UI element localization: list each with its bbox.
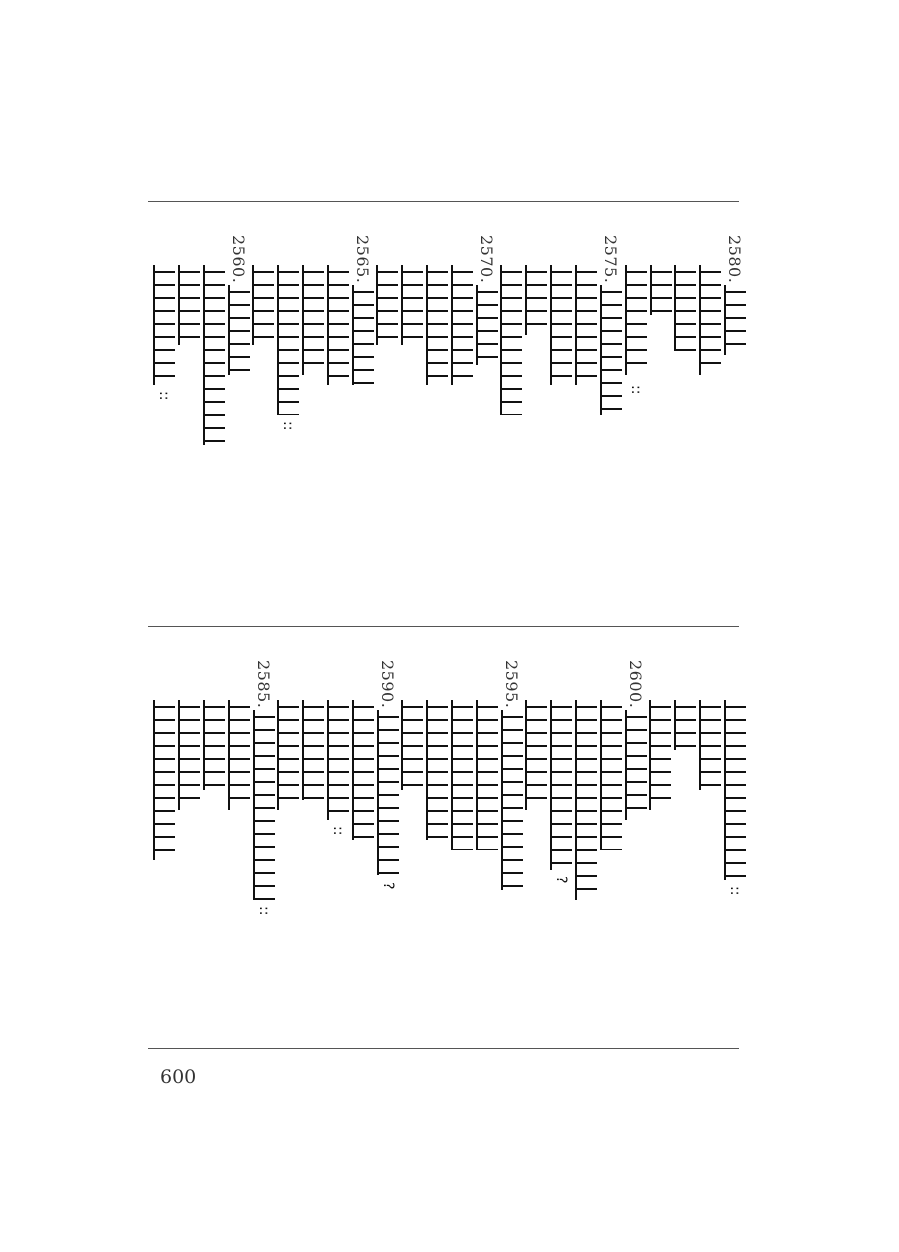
verse-column (374, 660, 400, 1010)
verse-column (721, 660, 747, 1010)
verse-column (324, 235, 350, 545)
verse-column (597, 660, 623, 1010)
mongolian-script-line (426, 265, 448, 385)
verse-number-2580: 2580. (725, 235, 744, 284)
end-mark: :: (727, 886, 743, 896)
verse-column (572, 235, 598, 545)
verse-column (696, 660, 722, 1010)
mongolian-script-line (575, 700, 597, 900)
mongolian-script-line (178, 700, 200, 810)
mongolian-script-line (699, 700, 721, 790)
mongolian-script-line (252, 265, 274, 345)
verse-number-2575: 2575. (601, 235, 620, 284)
verse-column (200, 660, 226, 1010)
verse-column (696, 235, 722, 545)
verse-column (721, 235, 747, 545)
mongolian-script-line (625, 265, 647, 375)
verse-column (299, 660, 325, 1010)
mongolian-script-line (401, 265, 423, 345)
mongolian-script-line (327, 700, 349, 820)
bottom-divider (148, 1048, 739, 1049)
upper-text-block (148, 235, 744, 545)
top-divider (148, 201, 739, 202)
mongolian-script-line (277, 265, 299, 415)
verse-column (324, 660, 350, 1010)
verse-column (200, 235, 226, 545)
mongolian-script-line (550, 700, 572, 870)
verse-column (622, 235, 648, 545)
mongolian-script-line (302, 265, 324, 375)
verse-column (647, 235, 673, 545)
mongolian-script-line (501, 710, 523, 890)
verse-column (622, 660, 648, 1010)
mongolian-script-line (203, 265, 225, 445)
mongolian-script-line (674, 700, 696, 750)
verse-column (398, 235, 424, 545)
verse-column (423, 235, 449, 545)
mongolian-script-line (649, 700, 671, 810)
verse-column (175, 660, 201, 1010)
mongolian-script-line (376, 265, 398, 345)
mongolian-script-line (674, 265, 696, 351)
verse-number-2565: 2565. (353, 235, 372, 284)
verse-number-2585: 2585. (254, 660, 273, 709)
verse-number-2590: 2590. (378, 660, 397, 709)
question-mark: ? (553, 876, 569, 884)
question-mark: ? (380, 882, 396, 890)
mongolian-script-line (724, 285, 746, 355)
verse-column (547, 660, 573, 1010)
mongolian-script-line (277, 700, 299, 810)
mongolian-script-line (228, 285, 250, 375)
mongolian-script-line (327, 265, 349, 385)
verse-column (299, 235, 325, 545)
mongolian-script-line (352, 285, 374, 385)
mongolian-script-line (550, 265, 572, 385)
verse-column (497, 235, 523, 545)
verse-column (448, 235, 474, 545)
end-mark: :: (628, 385, 644, 395)
mongolian-script-line (178, 265, 200, 345)
mongolian-script-line (476, 700, 498, 850)
verse-column (448, 660, 474, 1010)
mongolian-script-line (600, 285, 622, 415)
mongolian-script-line (600, 700, 622, 850)
mongolian-script-line (153, 700, 175, 860)
verse-column (225, 660, 251, 1010)
verse-column (522, 235, 548, 545)
verse-column (597, 235, 623, 545)
mongolian-script-line (203, 700, 225, 790)
verse-column (498, 660, 524, 1010)
mongolian-script-line (253, 710, 275, 900)
mongolian-script-line (401, 700, 423, 790)
lower-text-block (148, 660, 743, 1010)
middle-divider (148, 626, 739, 627)
mongolian-script-line (476, 285, 498, 365)
mongolian-script-line (625, 710, 647, 820)
page-number: 600 (160, 1066, 197, 1088)
mongolian-script-line (352, 700, 374, 840)
verse-column (274, 660, 300, 1010)
mongolian-script-line (153, 265, 175, 385)
verse-number-2595: 2595. (502, 660, 521, 709)
verse-column (150, 235, 176, 545)
verse-column (373, 235, 399, 545)
verse-column (473, 660, 499, 1010)
verse-number-2570: 2570. (477, 235, 496, 284)
verse-column (646, 660, 672, 1010)
verse-number-2600: 2600. (626, 660, 645, 709)
verse-column (473, 235, 499, 545)
mongolian-script-line (575, 265, 597, 385)
mongolian-script-line (724, 700, 746, 880)
verse-column (250, 660, 276, 1010)
verse-column (398, 660, 424, 1010)
mongolian-script-line (500, 265, 522, 415)
mongolian-script-line (377, 710, 399, 875)
verse-column (547, 235, 573, 545)
verse-column (249, 235, 275, 545)
verse-column (671, 235, 697, 545)
mongolian-script-line (699, 265, 721, 375)
verse-column (522, 660, 548, 1010)
verse-column (349, 235, 375, 545)
mongolian-script-line (228, 700, 250, 810)
verse-column (423, 660, 449, 1010)
verse-column (572, 660, 598, 1010)
verse-column (671, 660, 697, 1010)
end-mark: :: (280, 421, 296, 431)
verse-column (349, 660, 375, 1010)
verse-column (175, 235, 201, 545)
verse-column (150, 660, 176, 1010)
mongolian-script-line (302, 700, 324, 800)
mongolian-script-line (426, 700, 448, 840)
verse-number-2560: 2560. (229, 235, 248, 284)
mongolian-script-line (525, 265, 547, 335)
end-mark: :: (156, 391, 172, 401)
verse-column (225, 235, 251, 545)
end-mark: :: (330, 826, 346, 836)
mongolian-script-line (451, 700, 473, 850)
mongolian-script-line (650, 265, 672, 315)
mongolian-script-line (451, 265, 473, 385)
verse-column (274, 235, 300, 545)
end-mark: :: (256, 906, 272, 916)
mongolian-script-line (525, 700, 547, 810)
